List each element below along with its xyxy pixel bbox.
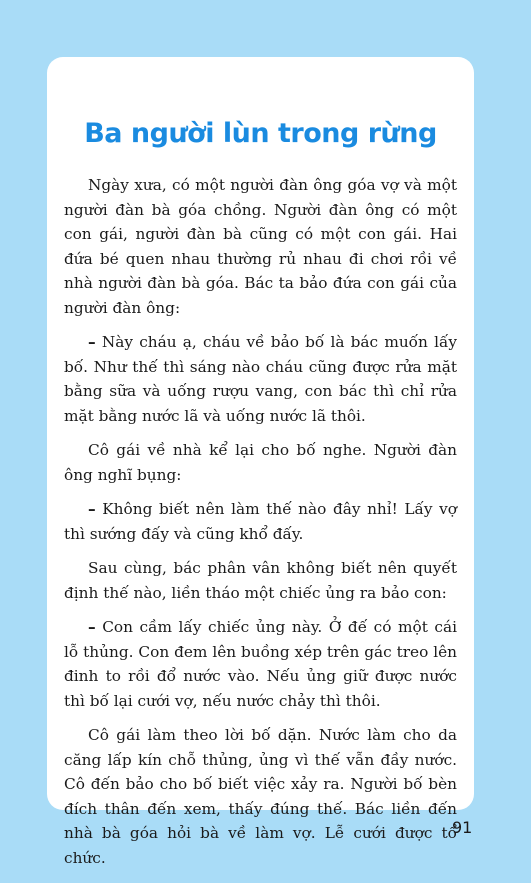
paragraph-dash: –	[88, 500, 96, 518]
paragraph-text: Sau cùng, bác phân vân không biết nên quyết định thế nào, liền tháo một chiếc ủng ra bảo con:	[64, 559, 457, 602]
paragraph-dash: –	[88, 333, 96, 351]
paragraph-4	[64, 497, 457, 546]
paragraph-6	[64, 615, 457, 713]
paragraph-7	[64, 723, 457, 870]
paragraph-text: Không biết nên làm thế nào đây nhỉ! Lấy vợ thì sướng đấy và cũng khổ đấy.	[64, 500, 457, 543]
paragraph-text: Này cháu ạ, cháu về bảo bố là bác muốn lấy bố. Như thế thì sáng nào cháu cũng được rửa mặt bằng sữa và uống rượu vang, con bác thì chỉ rửa mặt bằng nước lã và uống nước lã thôi.	[64, 333, 457, 425]
paragraph-text: Cô gái làm theo lời bố dặn. Nước làm cho da căng lấp kín chỗ thủng, ủng vì thế vẫn đầy nước. Cô đến bảo cho bố biết việc xảy ra. Người bố bèn đích thân đến xem, thấy đúng thế. Bác liền đến nhà bà góa hỏi bà về làm vợ. Lễ cưới được tổ chức.	[64, 726, 457, 867]
paragraph-3	[64, 438, 457, 487]
paragraph-2	[64, 330, 457, 428]
paragraph-text: Con cầm lấy chiếc ủng này. Ở đế có một cái lỗ thủng. Con đem lên buồng xép trên gác treo lên đinh to rồi đổ nước vào. Nếu ủng giữ được nước thì bố lại cưới vợ, nếu nước chảy thì thôi.	[64, 618, 457, 710]
paragraph-dash: –	[88, 618, 96, 636]
paragraph-5	[64, 556, 457, 605]
paragraph-text: Ngày xưa, có một người đàn ông góa vợ và một người đàn bà góa chồng. Người đàn ông có một con gái, người đàn bà cũng có một con gái. Hai đứa bé quen nhau thường rủ nhau đi chơi rồi về nhà người đàn bà góa. Bác ta bảo đứa con gái của người đàn ông:	[64, 176, 457, 317]
story-title: Ba người lùn trong rừng	[84, 118, 437, 149]
page-number: 91	[452, 818, 473, 837]
paragraph-1	[64, 173, 457, 320]
paragraph-text: Cô gái về nhà kể lại cho bố nghe. Người đàn ông nghĩ bụng:	[64, 441, 457, 484]
